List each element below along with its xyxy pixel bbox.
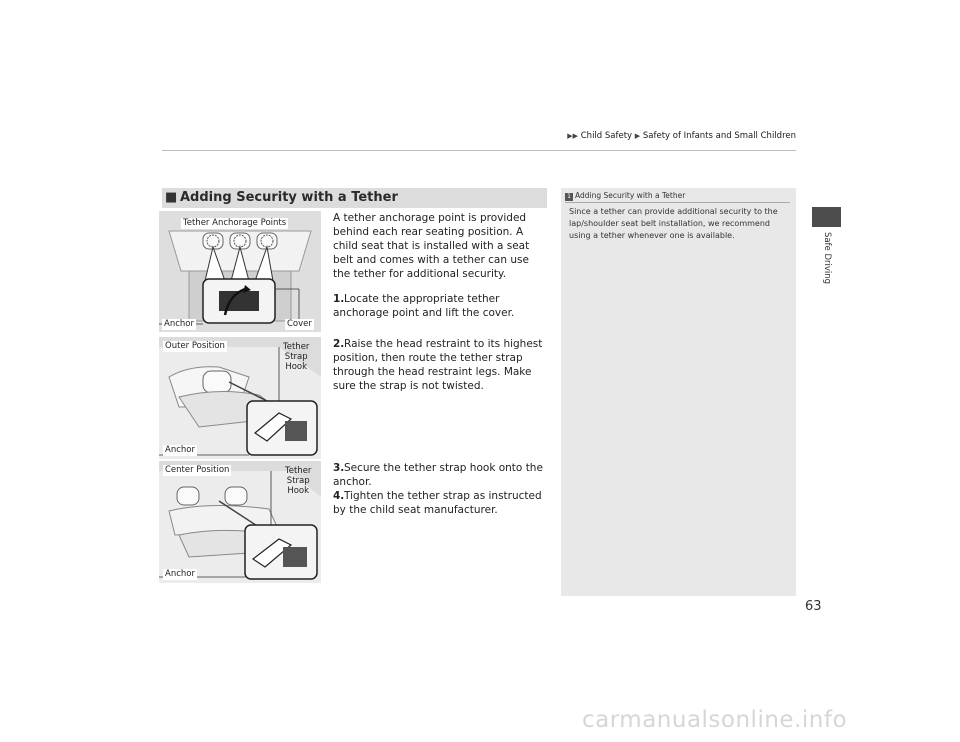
step-4 <box>333 489 549 517</box>
label-center-position: Center Position <box>165 465 230 475</box>
rear-seat-illustration <box>159 211 321 332</box>
step-3 <box>333 461 549 489</box>
step-text: Locate the appropriate tether anchorage point and lift the cover. <box>333 293 515 319</box>
label-tether-strap-hook: Tether Strap Hook <box>283 342 310 372</box>
section-title: Adding Security with a Tether <box>180 190 398 205</box>
label-anchor: Anchor <box>164 319 194 329</box>
note-divider <box>565 202 790 203</box>
step-text: Secure the tether strap hook onto the anchor. <box>333 462 543 488</box>
breadcrumb <box>560 131 796 141</box>
chapter-tab[interactable] <box>812 228 841 288</box>
chapter-tab-label: Safe Driving <box>821 231 832 285</box>
section-square-icon: ■ <box>165 190 178 205</box>
breadcrumb-arrow-icon: ▶▶ <box>567 132 579 140</box>
step-number: 2. <box>333 338 345 350</box>
breadcrumb-item-child-safety[interactable]: Child Safety <box>580 131 633 141</box>
label-cover: Cover <box>287 319 312 329</box>
step-number: 4. <box>333 490 345 502</box>
note-box <box>561 188 796 596</box>
intro-paragraph: A tether anchorage point is provided behind each rear seating position. A child seat that is installed with a seat belt and comes with a tether can use the tether for additional security. <box>333 212 530 280</box>
label-outer-position: Outer Position <box>165 341 225 351</box>
figure-center-position <box>159 461 321 583</box>
label-anchor: Anchor <box>165 445 195 455</box>
step-number: 1. <box>333 293 345 305</box>
figure-outer-position <box>159 337 321 459</box>
figure-title-tether-anchorage-points: Tether Anchorage Points <box>183 218 287 228</box>
step-2 <box>333 337 549 393</box>
breadcrumb-arrow-icon: ▶ <box>634 132 641 140</box>
note-text: Since a tether can provide additional security to the lap/shoulder seat belt installation, we recommend using a tether whenever one is available. <box>569 207 778 240</box>
reference-icon: 1 <box>565 193 573 201</box>
note-title: Adding Security with a Tether <box>575 191 686 200</box>
label-anchor: Anchor <box>165 569 195 579</box>
step-text: Tighten the tether strap as instructed by the child seat manufacturer. <box>333 490 542 516</box>
figure-tether-anchorage-points <box>159 211 321 332</box>
watermark: carmanualsonline.info <box>582 707 848 733</box>
breadcrumb-item-infants[interactable]: Safety of Infants and Small Children <box>642 131 796 141</box>
section-heading <box>162 188 547 208</box>
step-number: 3. <box>333 462 345 474</box>
chapter-tab-marker <box>812 207 841 227</box>
step-1 <box>333 292 549 320</box>
label-tether-strap-hook: Tether Strap Hook <box>285 466 312 496</box>
header-divider <box>162 150 796 151</box>
step-text: Raise the head restraint to its highest position, then route the tether strap through the head restraint legs. Make sure the strap is not twisted. <box>333 338 543 392</box>
note-heading[interactable] <box>565 191 685 201</box>
page-number: 63 <box>805 599 822 614</box>
